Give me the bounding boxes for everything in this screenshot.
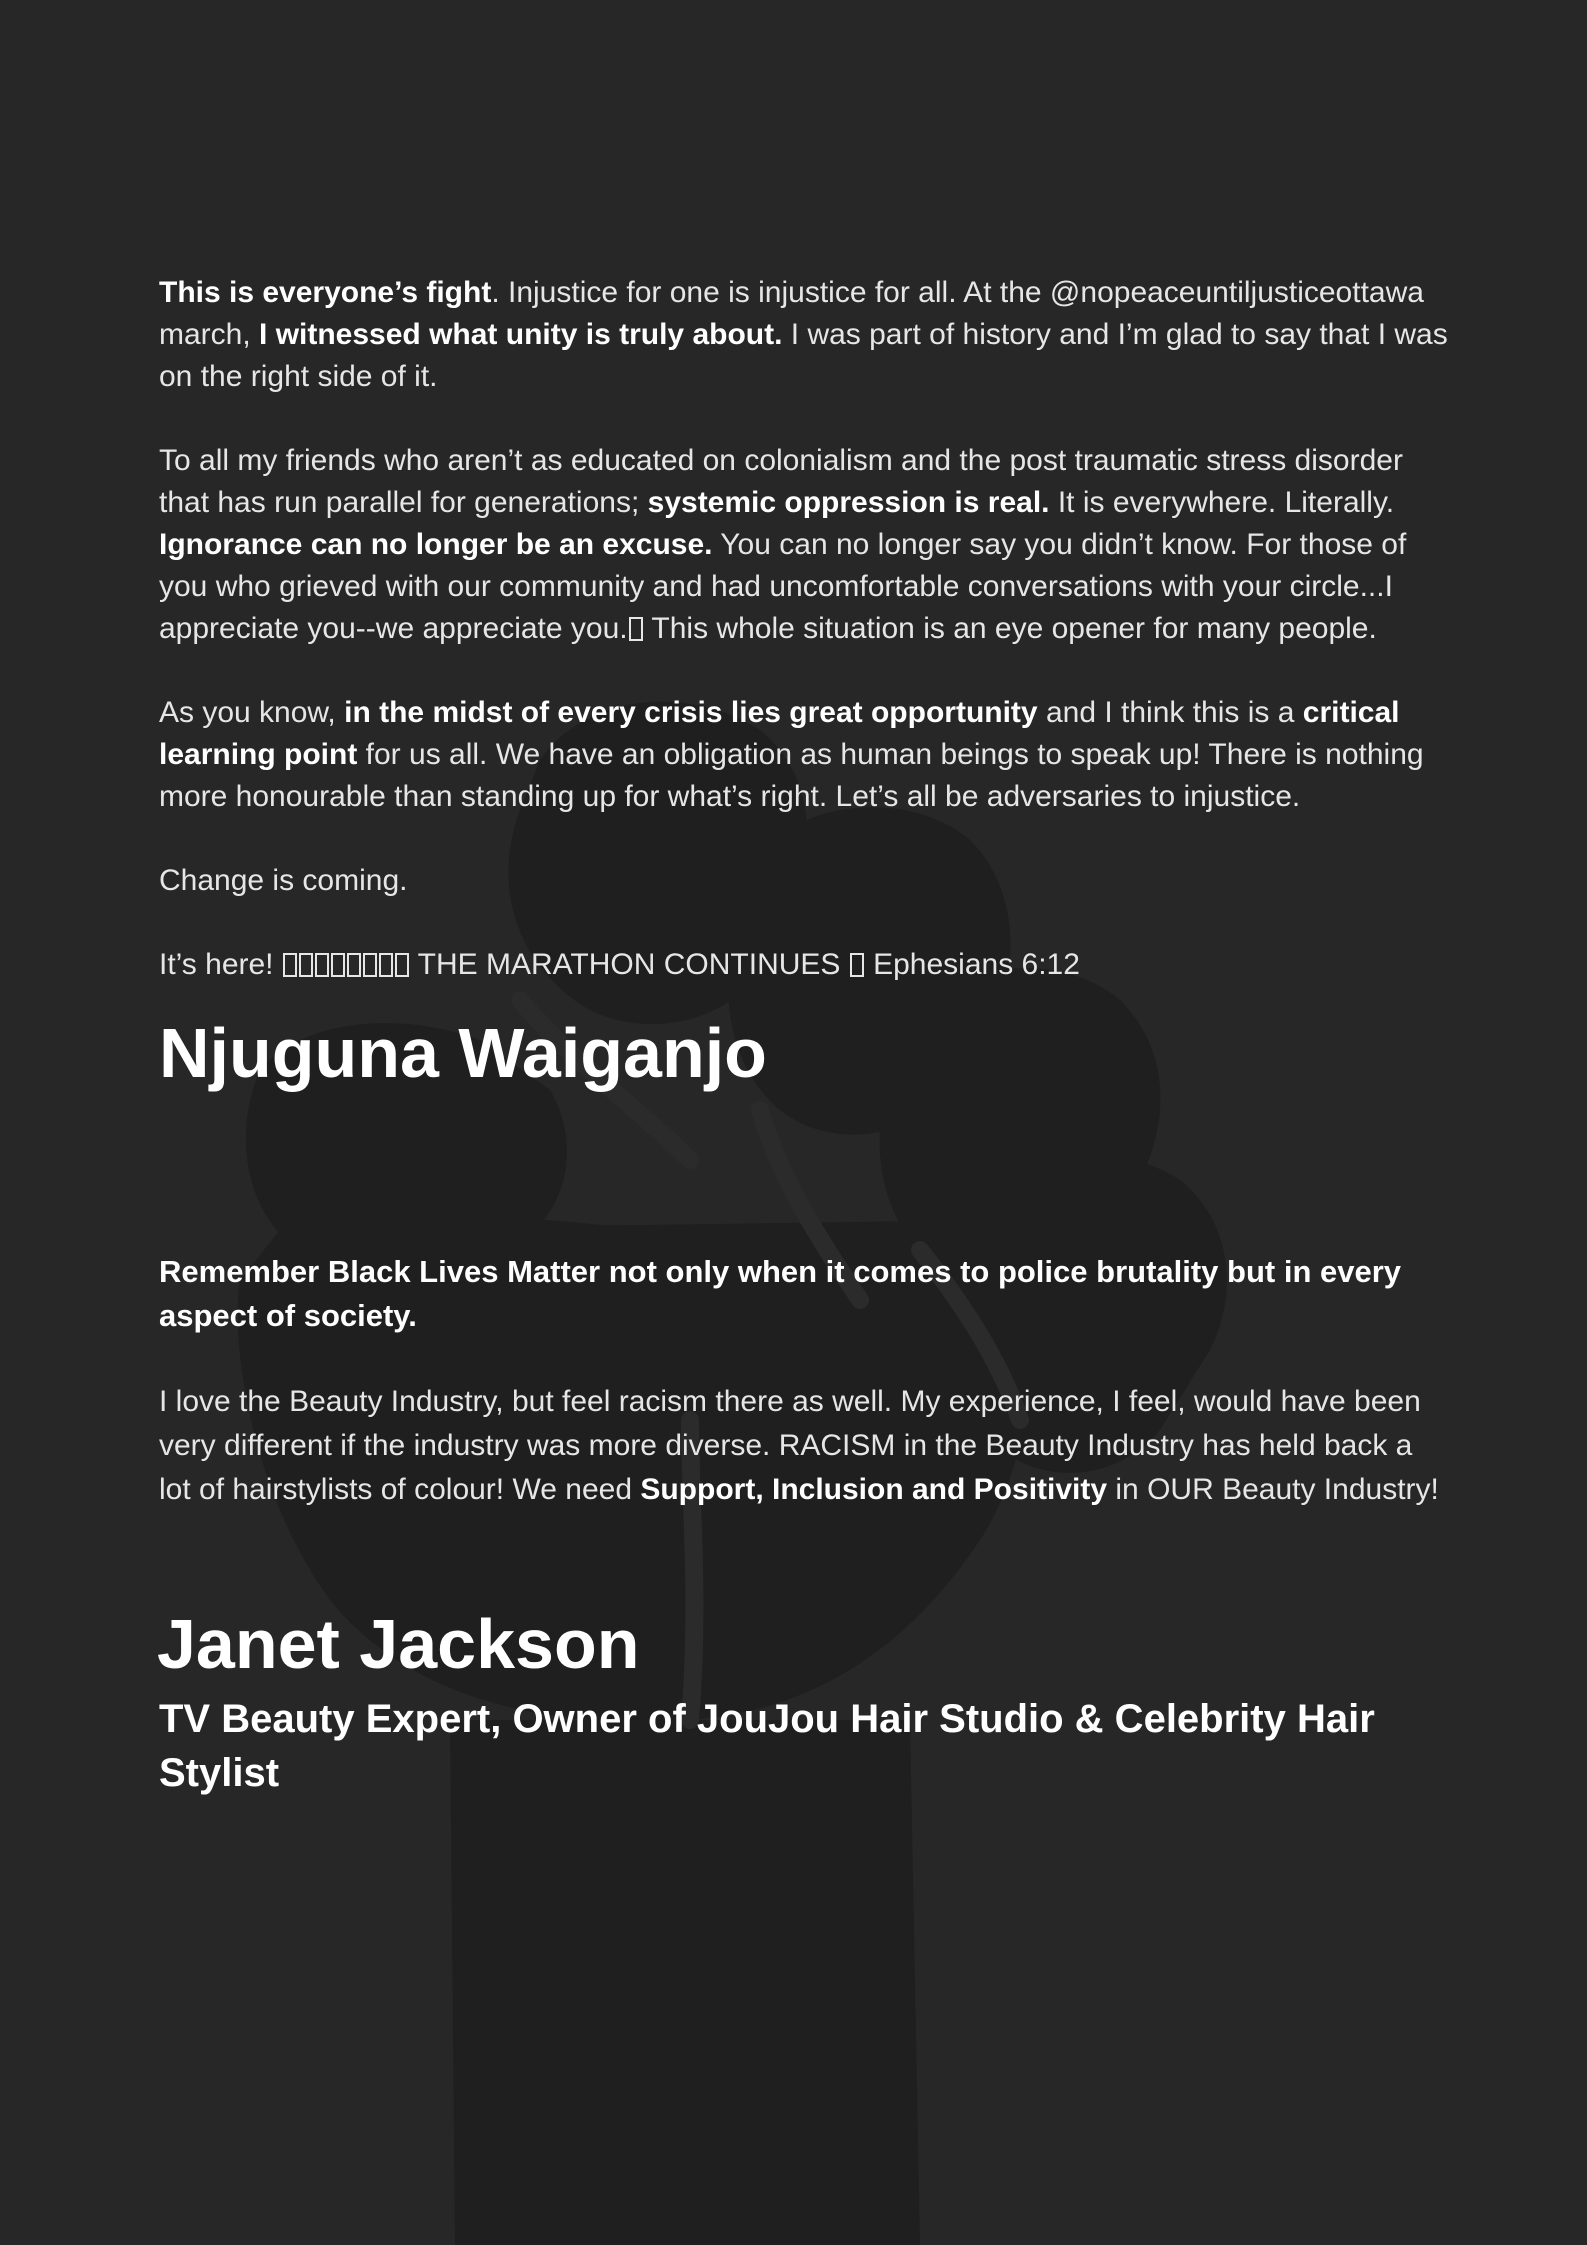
missing-emoji-glyph-icon [283, 953, 297, 977]
testimonial-1-paragraph-5 [159, 944, 1449, 986]
missing-emoji-glyph-icon [299, 953, 313, 977]
testimonial-2-body [159, 1380, 1449, 1512]
testimonial-2-author-title: TV Beauty Expert, Owner of JouJou Hair Studio & Celebrity Hair Stylist [159, 1697, 1375, 1795]
testimonial-2-lead: Remember Black Lives Matter not only when it comes to police brutality but in every aspect of society. [159, 1254, 1402, 1333]
emphasis-text: Ignorance can no longer be an excuse. [159, 528, 713, 561]
missing-emoji-glyph-icon [347, 953, 361, 977]
testimonial-1-author: Njuguna Waiganjo [159, 1014, 767, 1092]
emphasis-text: critical learning point [159, 696, 1400, 771]
body-text: Ephesians 6:12 [864, 948, 1080, 981]
testimonial-1-paragraph-4: Change is coming. [159, 864, 408, 897]
body-text: As you know, [159, 696, 345, 729]
emphasis-text: Support, Inclusion and Positivity [640, 1473, 1108, 1506]
testimonial-2-author: Janet Jackson [157, 1605, 640, 1683]
testimonial-1-paragraph-2 [159, 440, 1449, 650]
body-text: To all my friends who aren’t as educated on colonialism and the post traumatic stress disorder that has run parallel for generations; [159, 444, 1403, 519]
body-text: It is everywhere. Literally. [1049, 486, 1395, 519]
emphasis-text: I witnessed what unity is truly about. [259, 318, 783, 351]
missing-emoji-glyph-icon [395, 953, 409, 977]
body-text: You can no longer say you didn’t know. For those of you who grieved with our community and had uncomfortable conversations with your circle...I appreciate you--we appreciate you. [159, 528, 1407, 645]
testimonial-1-paragraph-1 [159, 272, 1449, 398]
body-text: I was part of history and I’m glad to say that I was on the right side of it. [159, 318, 1448, 393]
body-text: . Injustice for one is injustice for all. At the @nopeaceuntiljusticeottawa march, [159, 276, 1424, 351]
body-text: THE MARATHON CONTINUES [409, 948, 849, 981]
missing-emoji-glyph-icon [315, 953, 329, 977]
body-text: in OUR Beauty Industry! [1107, 1473, 1439, 1506]
missing-emoji-glyph-icon [379, 953, 393, 977]
missing-emoji-glyph-icon [629, 617, 643, 641]
missing-emoji-glyph-icon [850, 953, 864, 977]
body-text: for us all. We have an obligation as human beings to speak up! There is nothing more honourable than standing up for what’s right. Let’s all be adversaries to injustice. [159, 738, 1424, 813]
body-text: I love the Beauty Industry, but feel racism there as well. My experience, I feel, would have been very different if the industry was more diverse. RACISM in the Beauty Industry has held back a lot of hairstylists of colour! We need [159, 1385, 1421, 1506]
missing-emoji-glyph-icon [331, 953, 345, 977]
emphasis-text: This is everyone’s fight [159, 276, 492, 309]
body-text: It’s here! [159, 948, 282, 981]
missing-emoji-glyph-icon [363, 953, 377, 977]
body-text: and I think this is a [1037, 696, 1303, 729]
body-text: This whole situation is an eye opener for many people. [643, 612, 1377, 645]
testimonials-content [159, 272, 1449, 1800]
emphasis-text: systemic oppression is real. [647, 486, 1050, 519]
testimonial-1-paragraph-3 [159, 692, 1449, 818]
emphasis-text: in the midst of every crisis lies great opportunity [344, 696, 1038, 729]
